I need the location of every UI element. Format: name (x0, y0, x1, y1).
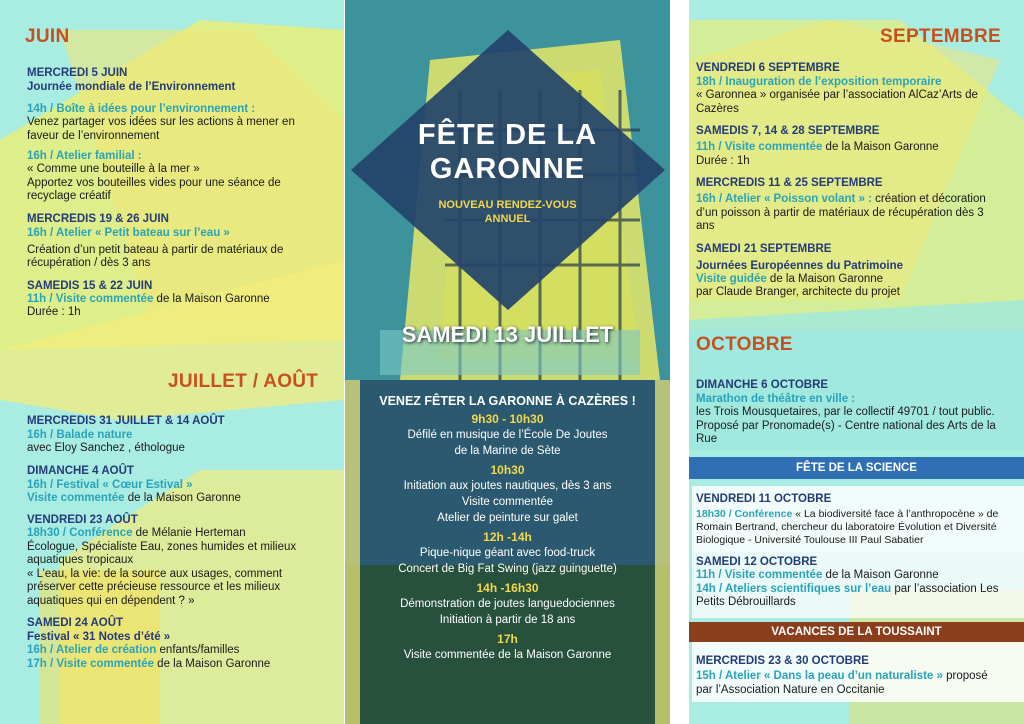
event-text: de la Maison Garonne (822, 141, 939, 153)
octobre-event-3 (696, 654, 1001, 697)
event-subtitle: 14h / Ateliers scientifiques sur l’eau (696, 582, 892, 595)
month-juin: JUIN (25, 26, 70, 47)
event-subtitle: 11h / Visite commentée (696, 141, 823, 153)
program-item (345, 411, 670, 459)
event-text: de la Maison Garonne (153, 292, 270, 305)
event-text: de Mélanie Herteman (132, 527, 246, 539)
program-item (345, 462, 670, 526)
event-subtitle: 16h / Balade nature (27, 429, 133, 441)
program-line: Démonstration de joutes languedociennes (400, 598, 615, 610)
program-time: 9h30 - 10h30 (471, 412, 544, 426)
program-line: Initiation aux joutes nautiques, dès 3 ans (403, 480, 612, 492)
program-heading: VENEZ FÊTER LA GARONNE À CAZÈRES ! (379, 394, 636, 408)
event-day: SAMEDI 12 OCTOBRE (696, 556, 818, 568)
event-text: Création d’un petit bateau à partir de matériaux de récupération / dès 3 ans (27, 243, 284, 269)
event-day: MERCREDIS 31 JUILLET & 14 AOÛT (27, 415, 225, 427)
event-subtitle: Marathon de théâtre en ville : (696, 393, 856, 405)
event-text: création et décoration d’un poisson à partir de matériaux de récupération dès 3 ans (696, 193, 986, 232)
program-line: de la Marine de Sète (454, 445, 561, 457)
event-subtitle: 18h30 / Conférence (696, 508, 793, 520)
program-time: 12h -14h (483, 530, 532, 544)
event-text: « Garonnea » organisée par l’association AlCaz’Arts de Cazères (696, 89, 978, 115)
program-line: Visite commentée de la Maison Garonne (403, 649, 612, 661)
event-day: MERCREDIS 11 & 25 SEPTEMBRE (696, 177, 883, 189)
event-day: MERCREDI 5 JUIN (27, 67, 128, 79)
title-line-1: FÊTE DE LA (417, 119, 598, 151)
event-subtitle: 16h / Festival « Cœur Estival » (27, 478, 193, 491)
event-text: Durée : 1h (27, 306, 81, 318)
event-day: SAMEDIS 7, 14 & 28 SEPTEMBRE (696, 125, 880, 137)
event-subtitle: 11h / Visite commentée (696, 569, 823, 581)
event-text: de la Maison Garonne (124, 491, 241, 504)
event-text: de la Maison Garonne (153, 657, 271, 670)
vacances-band: VACANCES DE LA TOUSSAINT (771, 626, 942, 638)
event-subtitle: 14h / Boîte à idées pour l’environnement : (27, 103, 256, 115)
program-time: 14h -16h30 (476, 581, 539, 595)
event-day: SAMEDIS 15 & 22 JUIN (27, 279, 153, 292)
event-subtitle: 16h / Atelier « Petit bateau sur l’eau » (27, 226, 230, 239)
event-text: les Trois Mousquetaires, par le collectif 49701 / tout public. Proposé par Pronomade(s) - Centre national des Arts de la Rue (696, 406, 996, 445)
program-line: Pique-nique géant avec food-truck (419, 547, 596, 559)
octobre-event-1 (696, 378, 1001, 447)
event-day: DIMANCHE 4 AOÛT (27, 464, 134, 477)
program-time: 10h30 (490, 463, 525, 477)
program-line: Visite commentée (461, 496, 554, 508)
program-line: Atelier de peinture sur galet (437, 512, 578, 524)
event-day: VENDREDI 11 OCTOBRE (696, 493, 832, 505)
event-day: VENDREDI 23 AOÛT (27, 514, 138, 526)
event-text: « Comme une bouteille à la mer » (27, 163, 200, 175)
octobre-event-2 (696, 492, 1006, 610)
event-subtitle: 16h / Atelier familial : (27, 150, 142, 162)
center-title-block (345, 118, 670, 226)
month-octobre: OCTOBRE (696, 334, 793, 355)
program-line: Initiation à partir de 18 ans (439, 614, 576, 626)
event-text: de la Maison Garonne (766, 272, 884, 285)
program-item (345, 529, 670, 577)
event-text: « L’eau, la vie: de la source aux usages, comment préserver cette précieuse ressource et les milieux aquatiques qui en dépendent ? » (27, 567, 283, 607)
program-item (345, 580, 670, 628)
event-text: Apportez vos bouteilles vides pour une séance de recyclage créatif (27, 176, 281, 202)
event-day: MERCREDIS 23 & 30 OCTOBRE (696, 655, 869, 667)
event-subtitle: 18h / Inauguration de l’exposition temporaire (696, 76, 942, 88)
event-text: « La biodiversité face à l’anthropocène » de Romain Bertrand, chercheur du laboratoire Évolution et Diversité Biologique - Université Toulouse III Paul Sabatier (696, 508, 999, 546)
program-time: 17h (497, 632, 518, 646)
subtitle-line-2: ANNUEL (484, 213, 531, 225)
event-title: Journée mondiale de l’Environnement (27, 81, 236, 93)
event-text: enfants/familles (156, 644, 240, 656)
event-title: Journées Européennes du Patrimoine (696, 259, 904, 272)
event-subtitle: 15h / Atelier « Dans la peau d’un naturaliste » (696, 670, 943, 682)
juin-events (27, 66, 319, 320)
program-line: Défilé en musique de l’École De Joutes (407, 429, 608, 441)
event-text: de la Maison Garonne (822, 569, 939, 581)
event-day: SAMEDI 21 SEPTEMBRE (696, 242, 832, 255)
event-subtitle: 18h30 / Conférence (27, 527, 133, 539)
event-title: Festival « 31 Notes d’été » (27, 631, 171, 643)
event-day: MERCREDIS 19 & 26 JUIN (27, 212, 169, 225)
month-juillet-aout: JUILLET / AOÛT (168, 371, 319, 392)
event-text: Venez partager vos idées sur les actions à mener en faveur de l’environnement (27, 116, 295, 142)
program-item (345, 631, 670, 663)
month-septembre: SEPTEMBRE (880, 26, 1001, 47)
event-subtitle: 16h / Atelier de création (27, 644, 157, 656)
septembre-events (696, 61, 1001, 300)
event-text: proposé par l’Association Nature en Occitanie (696, 670, 988, 696)
science-band: FÊTE DE LA SCIENCE (796, 462, 917, 474)
event-subtitle: 16h / Atelier « Poisson volant » : (696, 193, 872, 205)
event-text: Durée : 1h (696, 154, 750, 167)
event-subtitle: 11h / Visite commentée (27, 292, 154, 305)
event-text: par Claude Branger, architecte du projet (696, 286, 900, 298)
event-text: par l’association Les Petits Débrouillards (696, 582, 999, 608)
title-line-2: GARONNE (429, 153, 586, 185)
event-subtitle: Visite commentée (27, 491, 125, 504)
event-text: Écologue, Spécialiste Eau, zones humides et milieux aquatiques tropicaux (27, 540, 297, 566)
event-date: SAMEDI 13 JUILLET (401, 322, 614, 347)
event-text: avec Eloy Sanchez , éthologue (27, 442, 185, 454)
subtitle-line-1: NOUVEAU RENDEZ-VOUS (438, 199, 577, 211)
juillet-events (27, 414, 319, 671)
event-day: DIMANCHE 6 OCTOBRE (696, 379, 829, 391)
event-subtitle: Visite guidée (696, 272, 767, 285)
program-list (345, 394, 670, 663)
event-day: SAMEDI 24 AOÛT (27, 617, 124, 629)
program-line: Concert de Big Fat Swing (jazz guinguette) (398, 563, 617, 575)
event-subtitle: 17h / Visite commentée (27, 657, 154, 670)
event-day: VENDREDI 6 SEPTEMBRE (696, 62, 840, 74)
